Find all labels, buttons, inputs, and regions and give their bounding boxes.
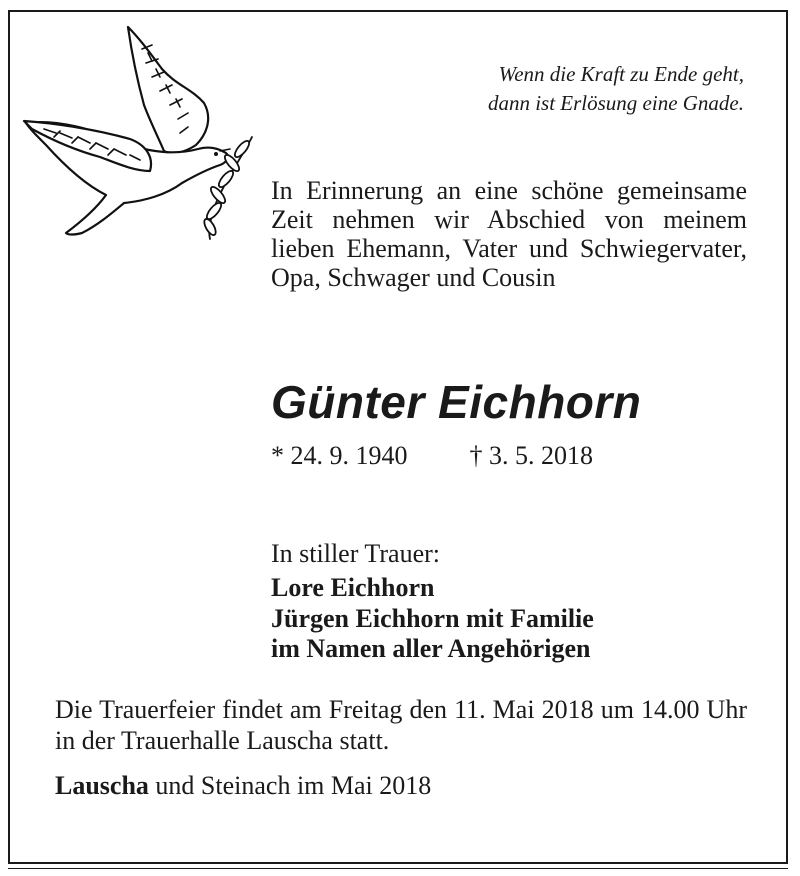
mourner-name: Lore Eichhorn [271, 573, 435, 602]
place-date [55, 769, 431, 802]
quote-line-2: dann ist Erlösung eine Gnade. [487, 91, 744, 115]
quote-line-1: Wenn die Kraft zu Ende geht, [498, 62, 744, 86]
quote [488, 60, 744, 118]
death-date: † 3. 5. 2018 [469, 441, 593, 470]
place-rest: und Steinach im Mai 2018 [148, 771, 432, 800]
deceased-name: Günter Eichhorn [271, 376, 642, 428]
bottom-rule [8, 868, 788, 869]
mourning-heading: In stiller Trauer: [271, 539, 440, 568]
funeral-notice: Die Trauerfeier findet am Freitag den 11. Mai 2018 um 14.00 Uhr in der Trauerhalle Lauscha statt. [55, 695, 747, 755]
place-town: Lauscha [55, 771, 149, 800]
dove-with-olive-branch-icon [20, 25, 260, 245]
mourner-names [271, 573, 594, 665]
mourner-name: Jürgen Eichhorn mit Familie [271, 603, 594, 633]
birth-date: * 24. 9. 1940 [271, 441, 408, 470]
life-dates [271, 439, 593, 473]
mourner-name: im Namen aller Angehörigen [271, 634, 591, 663]
intro-text: In Erinnerung an eine schöne gemeinsame Zeit nehmen wir Abschied von meinem lieben Ehemann, Vater und Schwiegervater, Opa, Schwager und Cousin [271, 176, 747, 292]
